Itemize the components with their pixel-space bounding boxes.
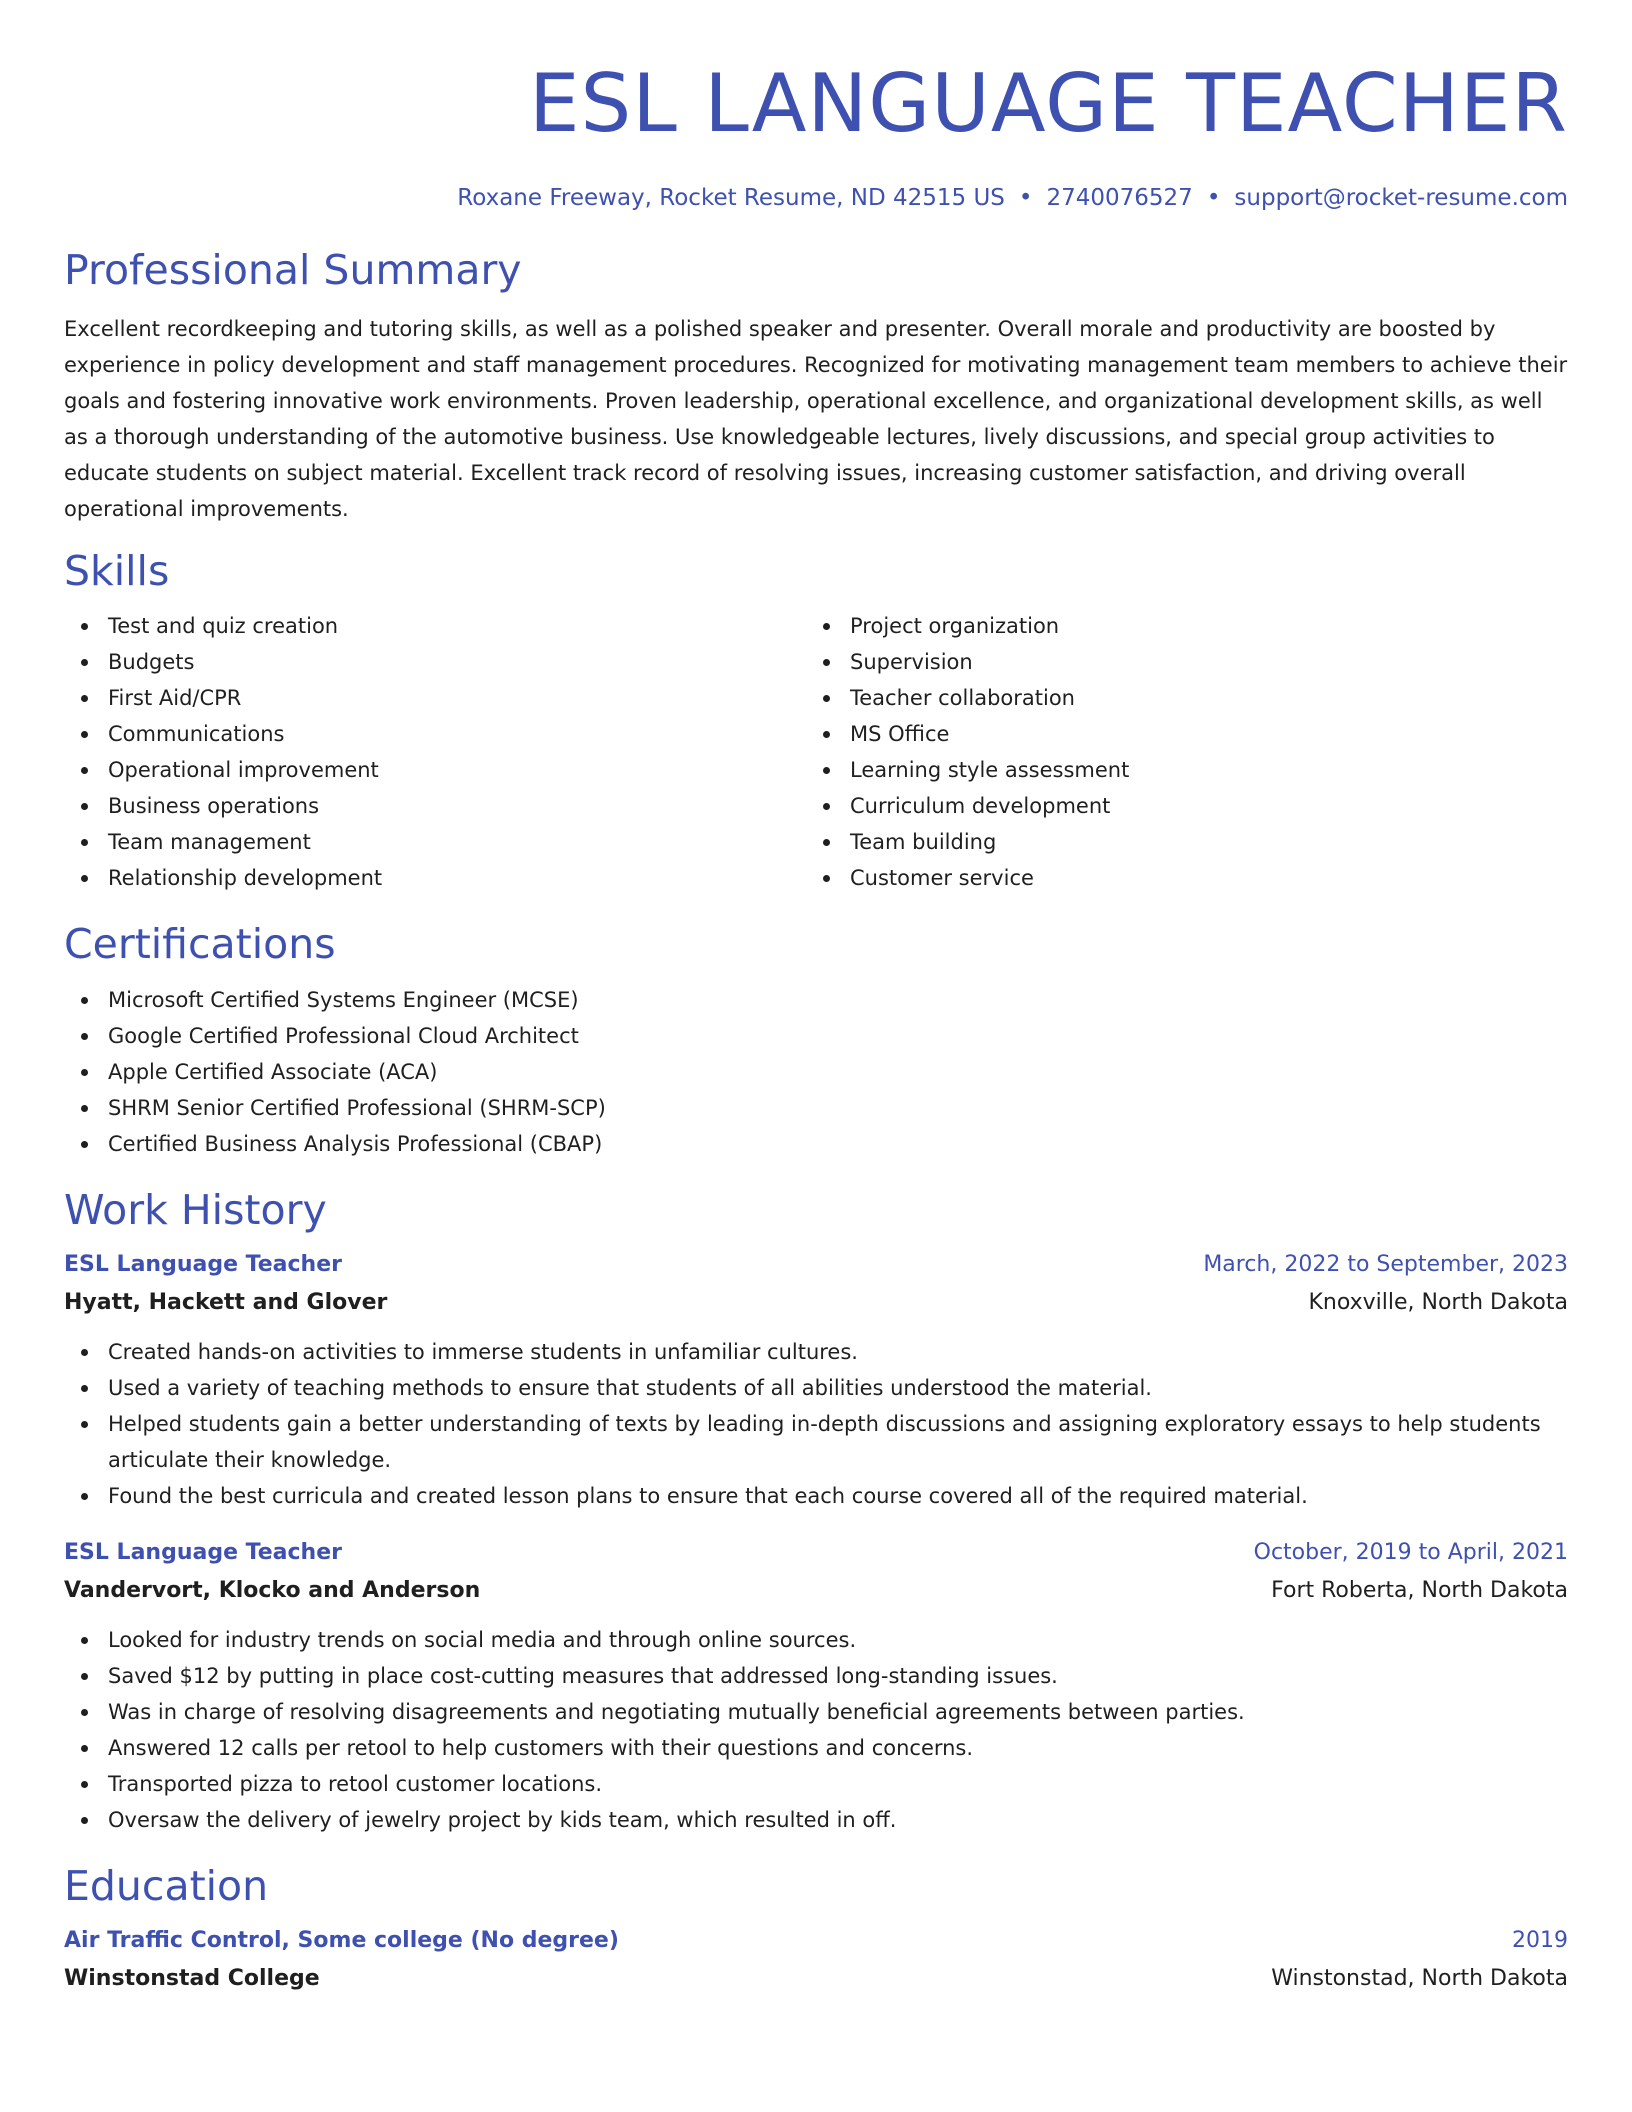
job-title: ESL Language Teacher	[64, 1540, 342, 1565]
job-bullets	[64, 1622, 1568, 1838]
contact-address: Roxane Freeway, Rocket Resume, ND 42515 US	[457, 185, 1005, 211]
skills-column-right	[806, 608, 1548, 896]
certification-item: Certified Business Analysis Professional (CBAP)	[108, 1126, 1568, 1162]
job-company: Hyatt, Hackett and Glover	[64, 1290, 388, 1315]
education-school-row	[64, 1960, 1568, 1998]
education-school: Winstonstad College	[64, 1966, 320, 1991]
job-location: Knoxville, North Dakota	[1308, 1290, 1568, 1315]
job-title: ESL Language Teacher	[64, 1252, 342, 1277]
summary-heading: Professional Summary	[64, 246, 522, 294]
skills-heading: Skills	[64, 547, 170, 595]
skill-item: Communications	[108, 716, 806, 752]
skill-item: Curriculum development	[850, 788, 1548, 824]
education-degree: Air Traffic Control, Some college (No degree)	[64, 1928, 619, 1953]
skills-list-right	[806, 608, 1548, 896]
summary-text: Excellent recordkeeping and tutoring skills, as well as a polished speaker and presenter. Overall morale and productivity are boosted by experience in policy development and staff management procedures. Recognized for motivating management team members to achieve their goals and fostering innovative work environments. Proven leadership, operational excellence, and organizational development skills, as well as a thorough understanding of the automotive business. Use knowledgeable lectures, lively discussions, and special group activities to educate students on subject material. Excellent track record of resolving issues, increasing customer satisfaction, and driving overall operational improvements.	[64, 317, 1568, 521]
job-bullet: Looked for industry trends on social media and through online sources.	[108, 1622, 1568, 1658]
skills-list-left	[64, 608, 806, 896]
skill-item: Learning style assessment	[850, 752, 1548, 788]
job-bullets	[64, 1334, 1568, 1514]
education-location: Winstonstad, North Dakota	[1271, 1966, 1568, 1991]
job-header-row	[64, 1534, 1568, 1572]
job-entry	[64, 1534, 1568, 1838]
job-company: Vandervort, Klocko and Anderson	[64, 1578, 481, 1603]
contact-email[interactable]: support@rocket-resume.com	[1234, 185, 1568, 211]
job-company-row	[64, 1572, 1568, 1610]
certification-item: Microsoft Certified Systems Engineer (MCSE)	[108, 982, 1568, 1018]
work-history-heading: Work History	[64, 1186, 327, 1234]
skill-item: Team building	[850, 824, 1548, 860]
job-bullet: Created hands-on activities to immerse students in unfamiliar cultures.	[108, 1334, 1568, 1370]
resume-page	[64, 0, 1568, 1998]
skill-item: Operational improvement	[108, 752, 806, 788]
skill-item: Budgets	[108, 644, 806, 680]
skill-item: Test and quiz creation	[108, 608, 806, 644]
skill-item: Teacher collaboration	[850, 680, 1548, 716]
skill-item: Business operations	[108, 788, 806, 824]
contact-separator: •	[1206, 185, 1221, 211]
job-bullet: Answered 12 calls per retool to help customers with their questions and concerns.	[108, 1730, 1568, 1766]
contact-phone: 2740076527	[1046, 185, 1193, 211]
skill-item: Relationship development	[108, 860, 806, 896]
job-entry	[64, 1246, 1568, 1514]
education-entry	[64, 1922, 1568, 1998]
certifications-list	[64, 982, 1568, 1162]
certifications-heading: Certifications	[64, 920, 336, 968]
job-company-row	[64, 1284, 1568, 1322]
job-bullet: Transported pizza to retool customer locations.	[108, 1766, 1568, 1802]
skill-item: Supervision	[850, 644, 1548, 680]
job-dates: March, 2022 to September, 2023	[1203, 1252, 1568, 1277]
certification-item: Google Certified Professional Cloud Architect	[108, 1018, 1568, 1054]
job-bullet: Found the best curricula and created lesson plans to ensure that each course covered all of the required material.	[108, 1478, 1568, 1514]
skill-item: First Aid/CPR	[108, 680, 806, 716]
contact-line	[64, 182, 1568, 214]
certification-item: SHRM Senior Certified Professional (SHRM-SCP)	[108, 1090, 1568, 1126]
skill-item: Team management	[108, 824, 806, 860]
skill-item: MS Office	[850, 716, 1548, 752]
skills-grid	[64, 608, 1568, 896]
job-header-row	[64, 1246, 1568, 1284]
certification-item: Apple Certified Associate (ACA)	[108, 1054, 1568, 1090]
job-bullet: Was in charge of resolving disagreements and negotiating mutually beneficial agreements between parties.	[108, 1694, 1568, 1730]
job-dates: October, 2019 to April, 2021	[1253, 1540, 1568, 1565]
job-bullet: Saved $12 by putting in place cost-cutting measures that addressed long-standing issues.	[108, 1658, 1568, 1694]
contact-separator: •	[1018, 185, 1033, 211]
skill-item: Project organization	[850, 608, 1548, 644]
skill-item: Customer service	[850, 860, 1548, 896]
resume-title: ESL LANGUAGE TEACHER	[528, 57, 1568, 150]
job-bullet: Oversaw the delivery of jewelry project by kids team, which resulted in off.	[108, 1802, 1568, 1838]
job-location: Fort Roberta, North Dakota	[1271, 1578, 1568, 1603]
education-year: 2019	[1512, 1928, 1568, 1953]
education-header-row	[64, 1922, 1568, 1960]
job-bullet: Used a variety of teaching methods to ensure that students of all abilities understood the material.	[108, 1370, 1568, 1406]
education-heading: Education	[64, 1862, 269, 1910]
skills-column-left	[64, 608, 806, 896]
job-bullet: Helped students gain a better understanding of texts by leading in-depth discussions and assigning exploratory essays to help students articulate their knowledge.	[108, 1406, 1568, 1478]
